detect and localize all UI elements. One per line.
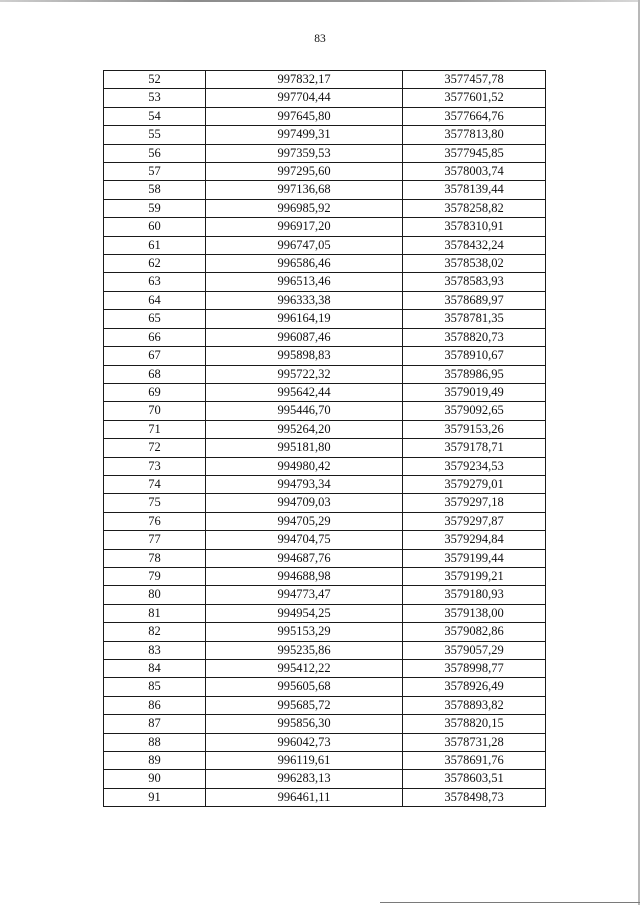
x-coordinate-cell: 995856,30 [206, 715, 403, 733]
y-coordinate-cell: 3578498,73 [403, 788, 546, 806]
y-coordinate-cell: 3578603,51 [403, 770, 546, 788]
y-coordinate-cell: 3578691,76 [403, 752, 546, 770]
point-number-cell: 81 [104, 604, 206, 622]
x-coordinate-cell: 994687,76 [206, 549, 403, 567]
table-row [104, 696, 546, 714]
x-coordinate-cell: 996985,92 [206, 199, 403, 217]
point-number-cell: 58 [104, 181, 206, 199]
y-coordinate-cell: 3578893,82 [403, 696, 546, 714]
x-coordinate-cell: 996747,05 [206, 236, 403, 254]
x-coordinate-cell: 997136,68 [206, 181, 403, 199]
table-row [104, 494, 546, 512]
table-row [104, 660, 546, 678]
table-row [104, 126, 546, 144]
table-row [104, 89, 546, 107]
y-coordinate-cell: 3578310,91 [403, 218, 546, 236]
y-coordinate-cell: 3577457,78 [403, 71, 546, 89]
point-number-cell: 91 [104, 788, 206, 806]
point-number-cell: 52 [104, 71, 206, 89]
point-number-cell: 68 [104, 365, 206, 383]
table-row [104, 586, 546, 604]
y-coordinate-cell: 3578820,73 [403, 328, 546, 346]
y-coordinate-cell: 3577945,85 [403, 144, 546, 162]
x-coordinate-cell: 995264,20 [206, 420, 403, 438]
x-coordinate-cell: 995153,29 [206, 623, 403, 641]
x-coordinate-cell: 997645,80 [206, 107, 403, 125]
point-number-cell: 57 [104, 163, 206, 181]
table-row [104, 310, 546, 328]
y-coordinate-cell: 3579297,18 [403, 494, 546, 512]
x-coordinate-cell: 995685,72 [206, 696, 403, 714]
y-coordinate-cell: 3578998,77 [403, 660, 546, 678]
y-coordinate-cell: 3577813,80 [403, 126, 546, 144]
point-number-cell: 54 [104, 107, 206, 125]
point-number-cell: 74 [104, 475, 206, 493]
coordinates-table [103, 70, 546, 807]
y-coordinate-cell: 3579153,26 [403, 420, 546, 438]
y-coordinate-cell: 3578926,49 [403, 678, 546, 696]
point-number-cell: 87 [104, 715, 206, 733]
table-row [104, 255, 546, 273]
point-number-cell: 79 [104, 567, 206, 585]
scan-edge-top [0, 0, 640, 2]
y-coordinate-cell: 3578258,82 [403, 199, 546, 217]
point-number-cell: 72 [104, 439, 206, 457]
y-coordinate-cell: 3579082,86 [403, 623, 546, 641]
x-coordinate-cell: 997499,31 [206, 126, 403, 144]
table-row [104, 475, 546, 493]
y-coordinate-cell: 3578731,28 [403, 733, 546, 751]
x-coordinate-cell: 995446,70 [206, 402, 403, 420]
point-number-cell: 90 [104, 770, 206, 788]
point-number-cell: 65 [104, 310, 206, 328]
table-row [104, 402, 546, 420]
y-coordinate-cell: 3579019,49 [403, 383, 546, 401]
point-number-cell: 80 [104, 586, 206, 604]
table-row [104, 420, 546, 438]
table-row [104, 107, 546, 125]
x-coordinate-cell: 997295,60 [206, 163, 403, 181]
point-number-cell: 64 [104, 291, 206, 309]
x-coordinate-cell: 996586,46 [206, 255, 403, 273]
y-coordinate-cell: 3579294,84 [403, 531, 546, 549]
point-number-cell: 55 [104, 126, 206, 144]
y-coordinate-cell: 3577664,76 [403, 107, 546, 125]
x-coordinate-cell: 996164,19 [206, 310, 403, 328]
table-row [104, 71, 546, 89]
point-number-cell: 61 [104, 236, 206, 254]
table-row [104, 199, 546, 217]
x-coordinate-cell: 995181,80 [206, 439, 403, 457]
x-coordinate-cell: 995605,68 [206, 678, 403, 696]
point-number-cell: 75 [104, 494, 206, 512]
table-row [104, 531, 546, 549]
table-row [104, 347, 546, 365]
x-coordinate-cell: 996461,11 [206, 788, 403, 806]
y-coordinate-cell: 3578820,15 [403, 715, 546, 733]
table-row [104, 457, 546, 475]
y-coordinate-cell: 3578538,02 [403, 255, 546, 273]
x-coordinate-cell: 995642,44 [206, 383, 403, 401]
point-number-cell: 63 [104, 273, 206, 291]
y-coordinate-cell: 3579138,00 [403, 604, 546, 622]
x-coordinate-cell: 994688,98 [206, 567, 403, 585]
point-number-cell: 62 [104, 255, 206, 273]
y-coordinate-cell: 3578781,35 [403, 310, 546, 328]
table-row [104, 770, 546, 788]
point-number-cell: 71 [104, 420, 206, 438]
point-number-cell: 77 [104, 531, 206, 549]
x-coordinate-cell: 994709,03 [206, 494, 403, 512]
y-coordinate-cell: 3579057,29 [403, 641, 546, 659]
x-coordinate-cell: 995722,32 [206, 365, 403, 383]
point-number-cell: 70 [104, 402, 206, 420]
y-coordinate-cell: 3578910,67 [403, 347, 546, 365]
table-row [104, 678, 546, 696]
table-row [104, 549, 546, 567]
point-number-cell: 88 [104, 733, 206, 751]
x-coordinate-cell: 994704,75 [206, 531, 403, 549]
x-coordinate-cell: 996513,46 [206, 273, 403, 291]
x-coordinate-cell: 996042,73 [206, 733, 403, 751]
y-coordinate-cell: 3579199,21 [403, 567, 546, 585]
y-coordinate-cell: 3578139,44 [403, 181, 546, 199]
y-coordinate-cell: 3578583,93 [403, 273, 546, 291]
point-number-cell: 89 [104, 752, 206, 770]
point-number-cell: 76 [104, 512, 206, 530]
point-number-cell: 83 [104, 641, 206, 659]
table-row [104, 715, 546, 733]
x-coordinate-cell: 996087,46 [206, 328, 403, 346]
coordinates-table-body [104, 71, 546, 807]
table-row [104, 328, 546, 346]
point-number-cell: 86 [104, 696, 206, 714]
x-coordinate-cell: 994954,25 [206, 604, 403, 622]
table-row [104, 365, 546, 383]
point-number-cell: 73 [104, 457, 206, 475]
y-coordinate-cell: 3579199,44 [403, 549, 546, 567]
point-number-cell: 59 [104, 199, 206, 217]
table-row [104, 163, 546, 181]
x-coordinate-cell: 997832,17 [206, 71, 403, 89]
table-row [104, 273, 546, 291]
x-coordinate-cell: 996917,20 [206, 218, 403, 236]
table-row [104, 752, 546, 770]
y-coordinate-cell: 3578003,74 [403, 163, 546, 181]
x-coordinate-cell: 995235,86 [206, 641, 403, 659]
table-row [104, 291, 546, 309]
x-coordinate-cell: 994705,29 [206, 512, 403, 530]
y-coordinate-cell: 3579092,65 [403, 402, 546, 420]
x-coordinate-cell: 997359,53 [206, 144, 403, 162]
y-coordinate-cell: 3579180,93 [403, 586, 546, 604]
table-row [104, 218, 546, 236]
table-row [104, 439, 546, 457]
point-number-cell: 53 [104, 89, 206, 107]
table-row [104, 641, 546, 659]
point-number-cell: 66 [104, 328, 206, 346]
page-number: 83 [314, 33, 326, 45]
point-number-cell: 85 [104, 678, 206, 696]
table-row [104, 144, 546, 162]
y-coordinate-cell: 3579178,71 [403, 439, 546, 457]
x-coordinate-cell: 994793,34 [206, 475, 403, 493]
x-coordinate-cell: 994980,42 [206, 457, 403, 475]
point-number-cell: 60 [104, 218, 206, 236]
table-row [104, 181, 546, 199]
point-number-cell: 69 [104, 383, 206, 401]
table-row [104, 788, 546, 806]
point-number-cell: 82 [104, 623, 206, 641]
x-coordinate-cell: 996333,38 [206, 291, 403, 309]
y-coordinate-cell: 3578432,24 [403, 236, 546, 254]
table-row [104, 567, 546, 585]
y-coordinate-cell: 3578689,97 [403, 291, 546, 309]
point-number-cell: 78 [104, 549, 206, 567]
point-number-cell: 67 [104, 347, 206, 365]
y-coordinate-cell: 3579297,87 [403, 512, 546, 530]
table-row [104, 512, 546, 530]
table-row [104, 733, 546, 751]
x-coordinate-cell: 996283,13 [206, 770, 403, 788]
y-coordinate-cell: 3577601,52 [403, 89, 546, 107]
x-coordinate-cell: 996119,61 [206, 752, 403, 770]
x-coordinate-cell: 995898,83 [206, 347, 403, 365]
x-coordinate-cell: 994773,47 [206, 586, 403, 604]
table-row [104, 604, 546, 622]
x-coordinate-cell: 995412,22 [206, 660, 403, 678]
point-number-cell: 84 [104, 660, 206, 678]
x-coordinate-cell: 997704,44 [206, 89, 403, 107]
y-coordinate-cell: 3579279,01 [403, 475, 546, 493]
y-coordinate-cell: 3579234,53 [403, 457, 546, 475]
y-coordinate-cell: 3578986,95 [403, 365, 546, 383]
table-row [104, 623, 546, 641]
bottom-scan-line [380, 902, 640, 903]
table-row [104, 236, 546, 254]
point-number-cell: 56 [104, 144, 206, 162]
table-row [104, 383, 546, 401]
